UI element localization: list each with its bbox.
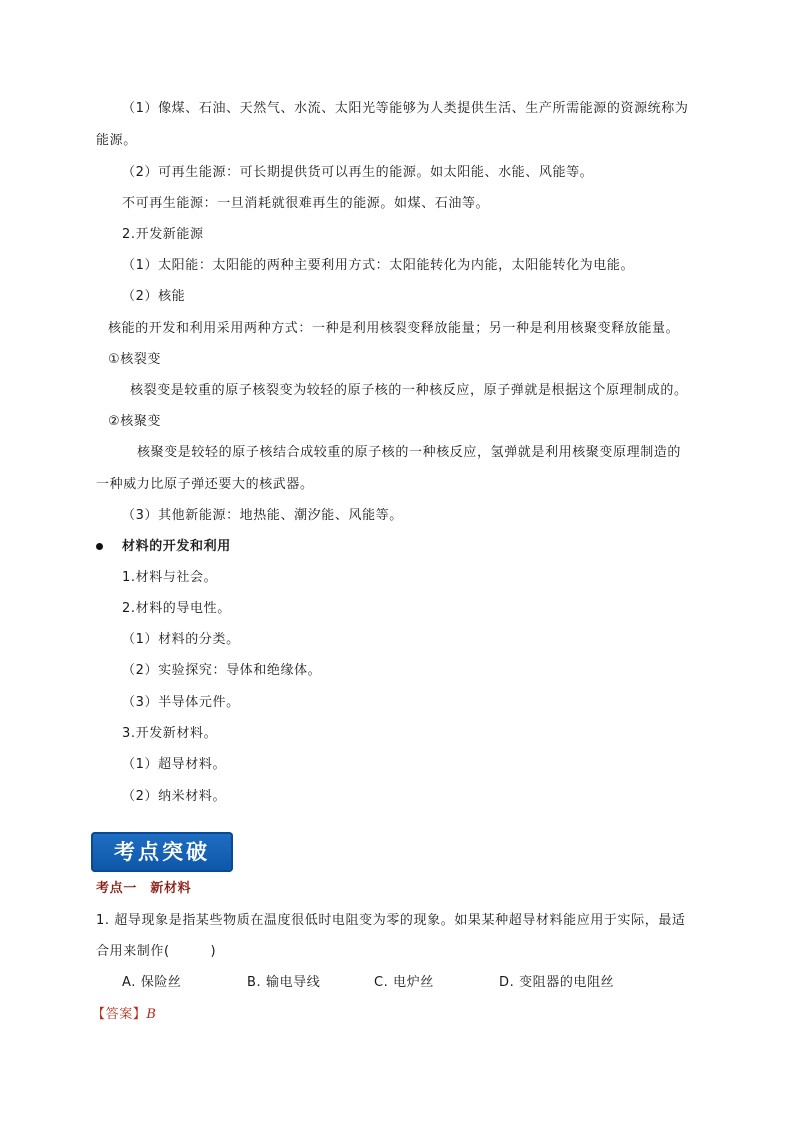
text-line: 核聚变是较轻的原子核结合成较重的原子核的一种核反应，氢弹就是利用核聚变原理制造的 [137, 445, 682, 460]
question-text: 合用来制作( ) [96, 944, 217, 959]
text-line: 核裂变是较重的原子核裂变为较轻的原子核的一种核反应，原子弹就是根据这个原理制成的。 [130, 383, 688, 398]
text-line: （1）像煤、石油、天然气、水流、太阳光等能够为人类提供生活、生产所需能源的资源统称为 [122, 101, 689, 116]
bullet-dot-icon [96, 543, 103, 550]
bullet-heading: 材料的开发和利用 [122, 539, 231, 554]
text-line: 不可再生能源：一旦消耗就很难再生的能源。如煤、石油等。 [122, 196, 490, 211]
text-line: 能源。 [96, 133, 137, 148]
text-line: （2）可再生能源：可长期提供货可以再生的能源。如太阳能、水能、风能等。 [122, 165, 594, 180]
text-line: 1.材料与社会。 [122, 570, 218, 585]
text-line: （1）材料的分类。 [122, 632, 240, 647]
text-line: ①核裂变 [108, 352, 162, 367]
text-line: 核能的开发和利用采用两种方式：一种是利用核裂变释放能量；另一种是利用核聚变释放能量。 [108, 321, 680, 336]
answer-value: B [146, 1007, 157, 1022]
text-line: ②核聚变 [108, 414, 162, 429]
text-line: （1）超导材料。 [122, 757, 227, 772]
banner-title: 考点突破 [114, 839, 210, 864]
answer-row [92, 1006, 157, 1024]
text-line: （2）纳米材料。 [122, 789, 227, 804]
text-line: 一种威力比原子弹还要大的核武器。 [96, 477, 314, 492]
option-a: A. 保险丝 [122, 975, 182, 990]
text-line: 3.开发新材料。 [122, 726, 218, 741]
option-b: B. 输电导线 [247, 975, 321, 990]
exam-section-title: 考点一 新材料 [96, 881, 192, 896]
text-line: （2）核能 [122, 289, 186, 304]
text-line: （1）太阳能：太阳能的两种主要利用方式：太阳能转化为内能，太阳能转化为电能。 [122, 258, 635, 273]
option-d: D. 变阻器的电阻丝 [499, 975, 615, 990]
answer-label: 【答案】 [92, 1007, 147, 1022]
section-banner [91, 832, 233, 872]
text-line: （2）实验探究：导体和绝缘体。 [122, 663, 322, 678]
text-line: （3）其他新能源：地热能、潮汐能、风能等。 [122, 508, 403, 523]
text-line: 2.开发新能源 [122, 227, 204, 242]
text-line: 2.材料的导电性。 [122, 601, 231, 616]
text-line: （3）半导体元件。 [122, 695, 240, 710]
question-text: 1. 超导现象是指某些物质在温度很低时电阻变为零的现象。如果某种超导材料能应用于实际，最适 [96, 913, 686, 928]
option-c: C. 电炉丝 [374, 975, 434, 990]
